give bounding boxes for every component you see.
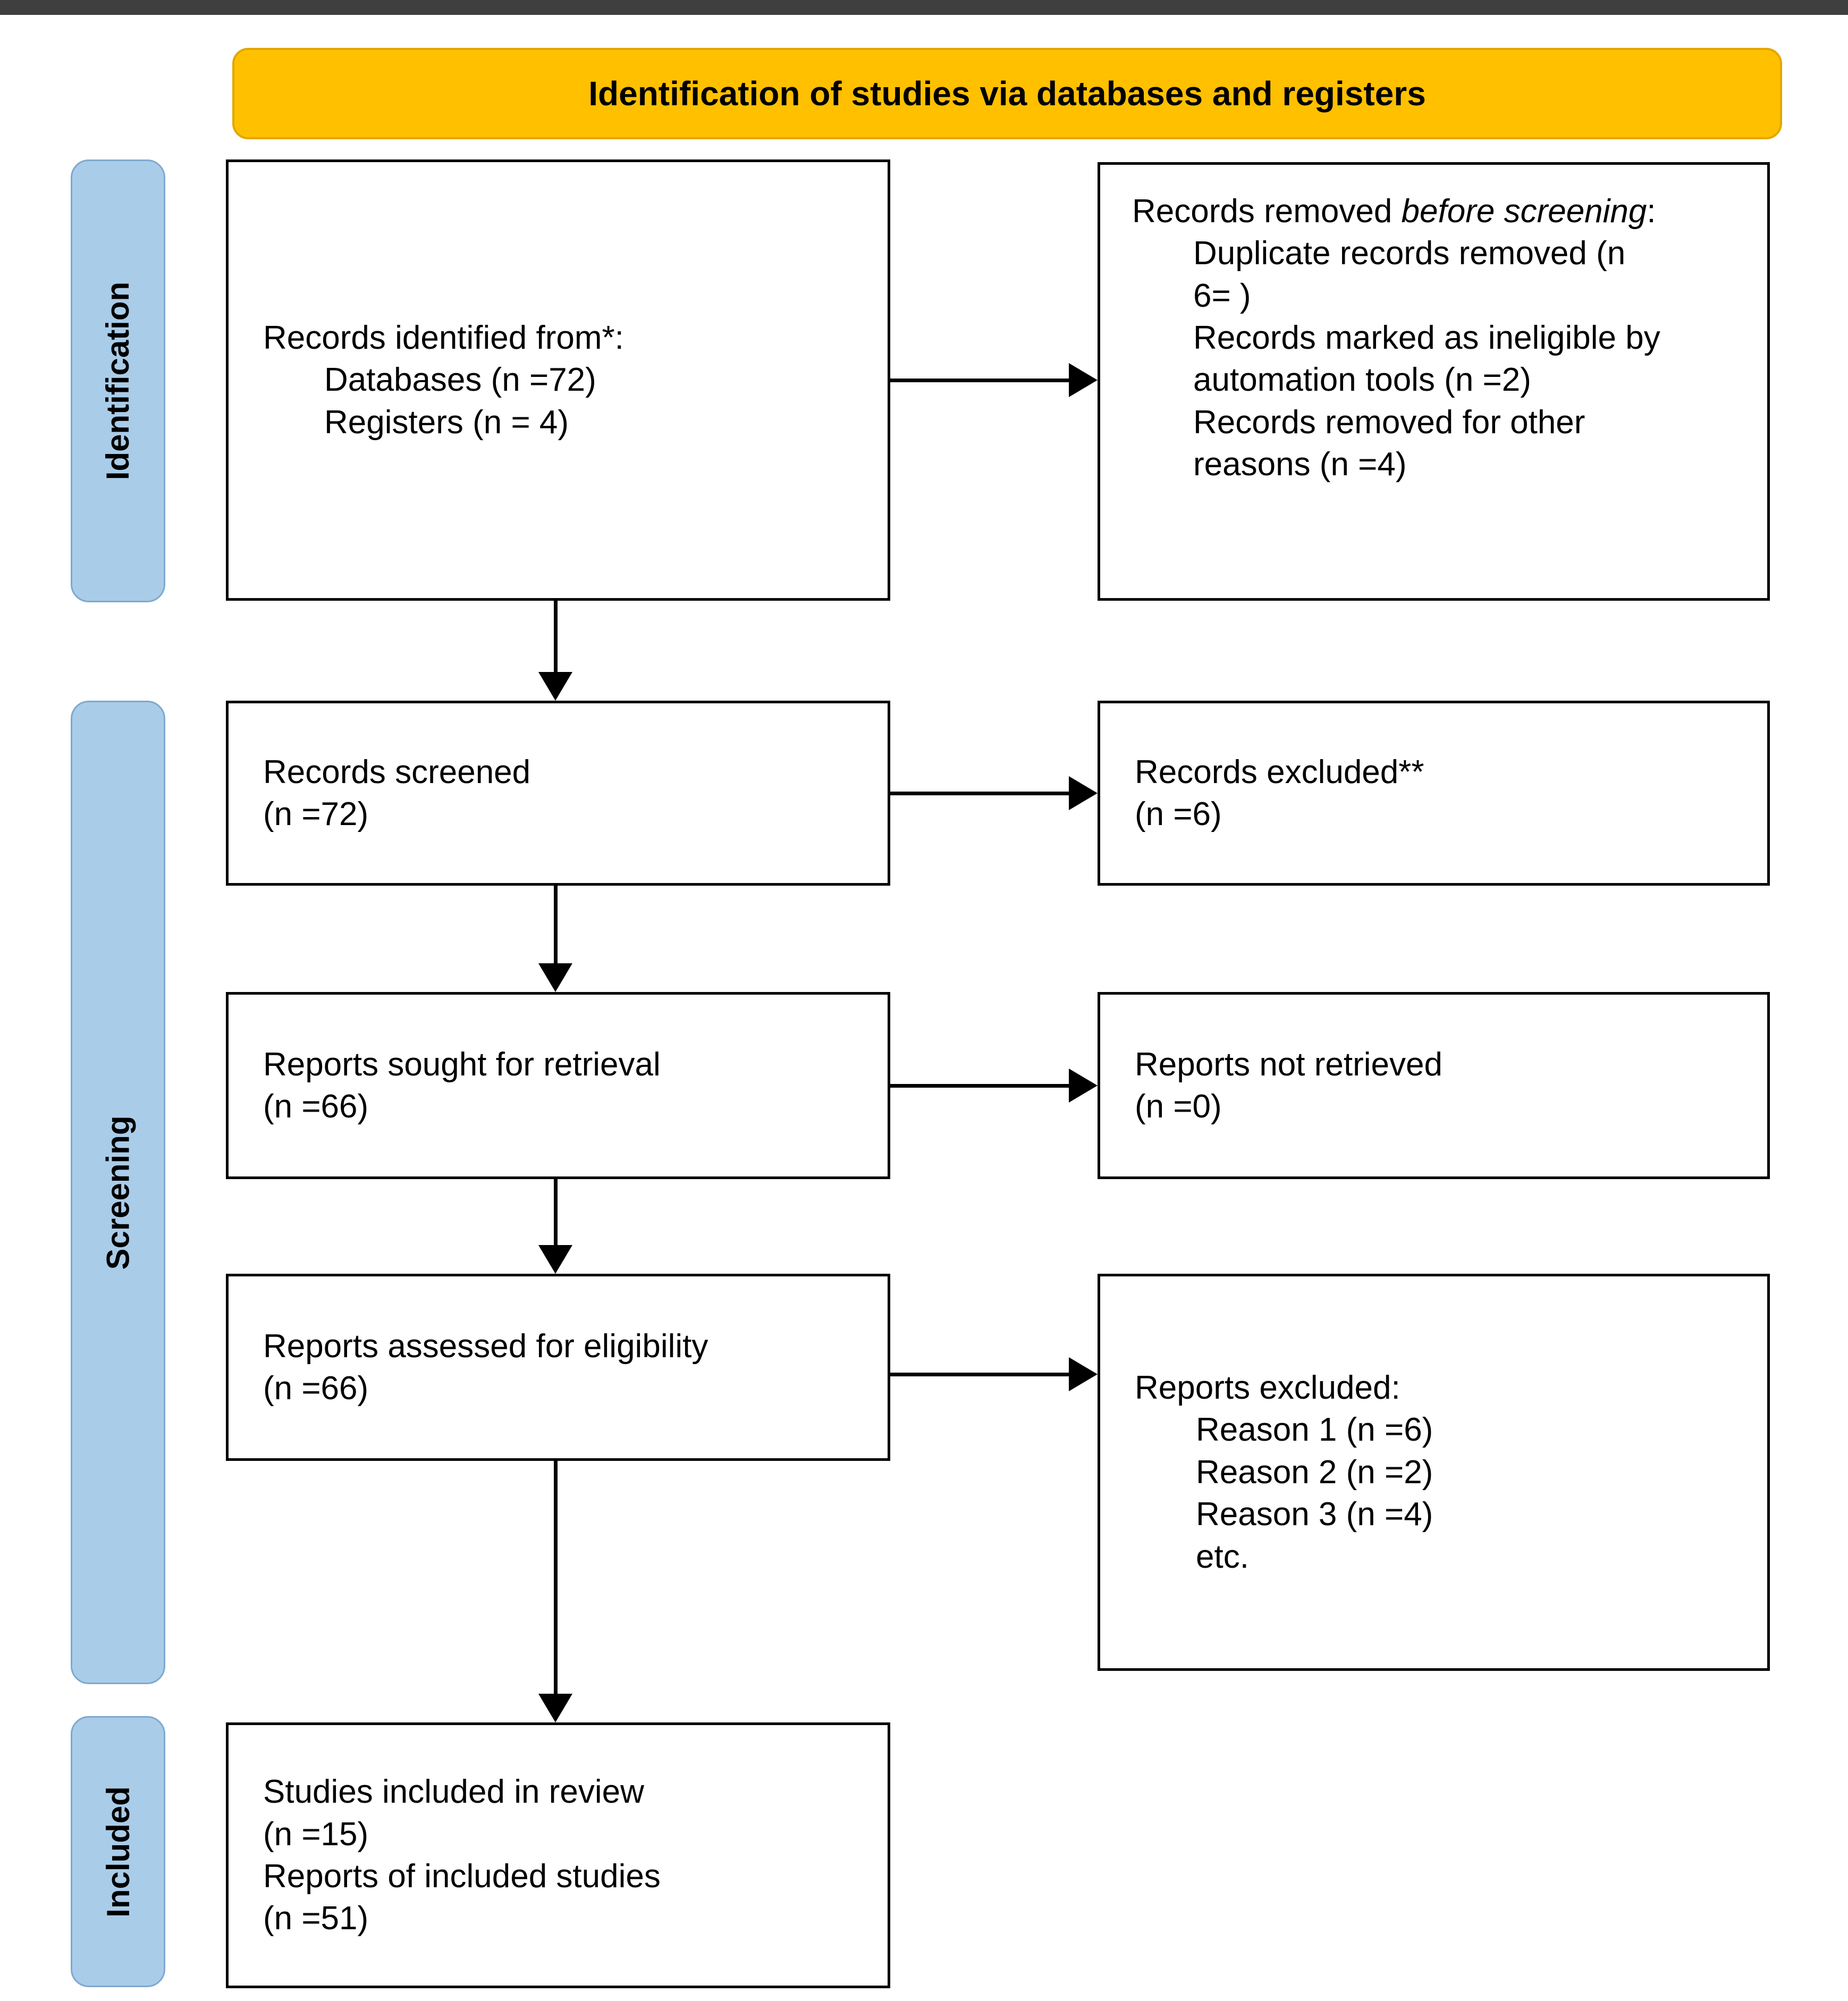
reports-excluded-title: Reports excluded: (1135, 1369, 1400, 1407)
reports-excluded-reason-1: Reason 1 (n =6) (1196, 1411, 1433, 1449)
arrow-head-icon (538, 1694, 572, 1722)
box-reports-assessed (226, 1274, 890, 1461)
top-bar (0, 0, 1848, 15)
records-removed-item-duplicates: Duplicate records removed (n 6= ) (1193, 235, 1626, 314)
arrow-right-screened-to-excluded (890, 776, 1098, 810)
arrow-head-icon (538, 1245, 572, 1274)
banner (232, 48, 1782, 139)
arrow-head-icon (1069, 1069, 1098, 1103)
stage-included-text: Included (100, 1786, 136, 1918)
records-removed-item-automation: Records marked as ineligible by automation tools (n =2) (1193, 320, 1660, 399)
reports-assessed-line-1: Reports assessed for eligibility (263, 1327, 708, 1365)
arrow-right-identified-to-removed (890, 363, 1098, 397)
records-screened-line-1: Records screened (263, 753, 531, 791)
reports-not-retrieved-line-2: (n =0) (1135, 1088, 1222, 1125)
stage-label-identification (71, 159, 165, 602)
arrow-head-icon (1069, 363, 1098, 397)
box-reports-sought (226, 992, 890, 1179)
box-records-identified (226, 159, 890, 601)
arrow-shaft (890, 1373, 1072, 1376)
arrow-head-icon (538, 672, 572, 701)
arrow-right-sought-to-not-retrieved (890, 1069, 1098, 1103)
arrow-shaft (554, 886, 558, 966)
stage-identification-text: Identification (100, 281, 136, 481)
records-removed-title-suffix: : (1647, 193, 1656, 230)
reports-assessed-line-2: (n =66) (263, 1370, 369, 1407)
stage-label-screening (71, 701, 165, 1684)
box-reports-excluded (1098, 1274, 1770, 1671)
records-identified-item-registers: Registers (n = 4) (324, 403, 569, 441)
box-reports-not-retrieved (1098, 992, 1770, 1179)
banner-title: Identification of studies via databases and registers (588, 74, 1426, 113)
arrow-shaft (890, 1084, 1072, 1088)
studies-included-line-3: Reports of included studies (263, 1858, 661, 1895)
box-records-screened (226, 701, 890, 886)
records-excluded-line-1: Records excluded** (1135, 753, 1424, 791)
arrow-down-identified-to-screened (538, 601, 572, 701)
records-identified-item-databases: Databases (n =72) (324, 361, 596, 399)
reports-excluded-reason-2: Reason 2 (n =2) (1196, 1453, 1433, 1491)
arrow-down-screened-to-sought (538, 886, 572, 992)
arrow-head-icon (538, 963, 572, 992)
arrow-shaft (890, 379, 1072, 382)
reports-not-retrieved-line-1: Reports not retrieved (1135, 1046, 1442, 1083)
arrow-shaft (554, 1461, 558, 1697)
stage-screening-text: Screening (100, 1115, 136, 1270)
arrow-head-icon (1069, 776, 1098, 810)
box-studies-included (226, 1722, 890, 1988)
arrow-shaft (554, 601, 558, 675)
records-identified-title: Records identified from*: (263, 319, 624, 356)
records-removed-title-prefix: Records removed (1132, 193, 1402, 230)
arrow-down-sought-to-assessed (538, 1179, 572, 1274)
studies-included-line-2: (n =15) (263, 1815, 369, 1853)
reports-excluded-reason-3: Reason 3 (n =4) (1196, 1496, 1433, 1533)
studies-included-line-4: (n =51) (263, 1900, 369, 1937)
records-excluded-line-2: (n =6) (1135, 796, 1222, 833)
records-removed-title-italic: before screening (1401, 193, 1647, 230)
arrow-head-icon (1069, 1357, 1098, 1391)
arrow-down-assessed-to-included (538, 1461, 572, 1722)
records-screened-line-2: (n =72) (263, 796, 369, 833)
box-records-removed (1098, 162, 1770, 601)
arrow-shaft (554, 1179, 558, 1248)
box-records-excluded (1098, 701, 1770, 886)
reports-sought-line-2: (n =66) (263, 1088, 369, 1125)
arrow-right-assessed-to-reports-excluded (890, 1357, 1098, 1391)
reports-excluded-etc: etc. (1196, 1538, 1249, 1575)
studies-included-line-1: Studies included in review (263, 1773, 644, 1811)
reports-sought-line-1: Reports sought for retrieval (263, 1046, 661, 1083)
arrow-shaft (890, 792, 1072, 795)
stage-label-included (71, 1716, 165, 1987)
records-removed-title (1132, 190, 1672, 232)
records-removed-item-other: Records removed for other reasons (n =4) (1193, 403, 1585, 483)
